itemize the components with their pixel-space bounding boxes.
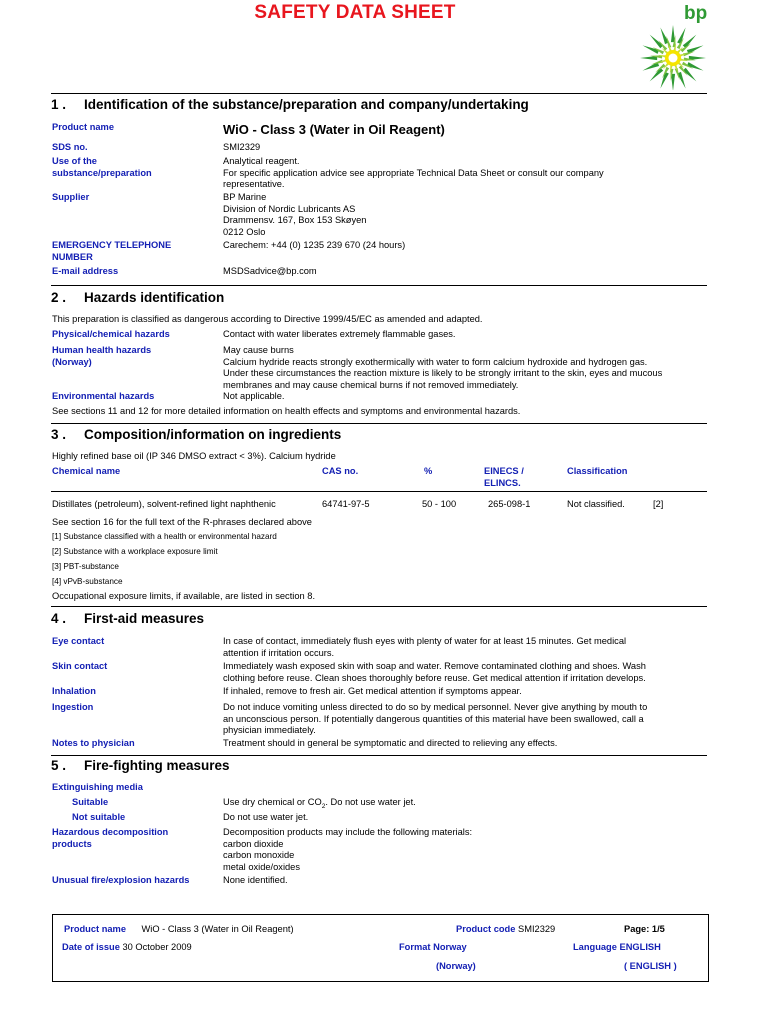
email-value: MSDSadvice@bp.com — [223, 266, 317, 276]
suitable-label: Suitable — [72, 797, 109, 807]
health-hazards-value: May cause burns Calcium hydride reacts strongly exothermically with water to form calcium hydroxide and hydrogen gas. Under these circumstances the reaction mixture is likely to be strongly irritant to the skin, eyes and mucous membranes and may cause chemical burns if not removed immediately. — [223, 345, 663, 390]
eye-contact-value: In case of contact, immediately flush eyes with plenty of water for at least 15 minutes. Get medical attention if irritation occurs. — [223, 636, 627, 658]
section-2-heading: 2 . Hazards identification — [51, 290, 225, 305]
col-chemical-name: Chemical name — [52, 466, 121, 476]
footer-format-sub: (Norway) — [436, 961, 476, 971]
not-suitable-value: Do not use water jet. — [223, 812, 309, 822]
hazardous-decomposition-label: Hazardous decomposition products — [52, 827, 169, 849]
hazards-intro: This preparation is classified as dangerous according to Directive 1999/45/EC as amended and adapted. — [52, 314, 483, 324]
footer-language-sub: ( ENGLISH ) — [624, 961, 677, 971]
physical-hazards-label: Physical/chemical hazards — [52, 329, 170, 339]
ingestion-label: Ingestion — [52, 702, 94, 712]
use-value: Analytical reagent. For specific application advice see appropriate Technical Data Sheet or consult our company representative. — [223, 156, 604, 189]
occupational-exposure-note: Occupational exposure limits, if available, are listed in section 8. — [52, 591, 316, 601]
inhalation-value: If inhaled, remove to fresh air. Get medical attention if symptoms appear. — [223, 686, 522, 696]
sds-number-value: SMI2329 — [223, 142, 261, 152]
row-percent: 50 - 100 — [422, 499, 457, 509]
col-classification: Classification — [567, 466, 628, 476]
product-name-value: WiO - Class 3 (Water in Oil Reagent) — [223, 122, 445, 137]
skin-contact-value: Immediately wash exposed skin with soap and water. Remove contaminated clothing and shoes. Wash clothing before reuse. Clean shoes thoroughly before reuse. Get medical attention if irritation develops. — [223, 661, 646, 683]
row-classification: Not classified. — [567, 499, 625, 509]
footer-page: Page: 1/5 — [624, 924, 665, 934]
footer-product-code: Product code SMI2329 — [456, 924, 556, 934]
col-percent: % — [424, 466, 433, 476]
hazards-see-sections: See sections 11 and 12 for more detailed information on health effects and symptoms and environmental hazards. — [52, 406, 521, 416]
skin-contact-label: Skin contact — [52, 661, 108, 671]
note-2: [2] Substance with a workplace exposure limit — [52, 547, 218, 556]
see-section-16: See section 16 for the full text of the R-phrases declared above — [52, 517, 312, 527]
col-cas-no: CAS no. — [322, 466, 359, 476]
email-label: E-mail address — [52, 266, 119, 276]
note-4: [4] vPvB-substance — [52, 577, 123, 586]
notes-to-physician-value: Treatment should in general be symptomatic and directed to relieving any effects. — [223, 738, 558, 748]
unusual-hazards-value: None identified. — [223, 875, 288, 885]
section-divider — [51, 423, 707, 424]
eye-contact-label: Eye contact — [52, 636, 105, 646]
ingestion-value: Do not induce vomiting unless directed to do so by medical personnel. Never give anything by mouth to an unconscious person. If potentially dangerous quantities of this material have been swallowed, call a physician immediately. — [223, 702, 648, 735]
bp-helios-logo — [636, 2, 710, 90]
environmental-hazards-value: Not applicable. — [223, 391, 285, 401]
footer-format: Format Norway — [399, 942, 467, 952]
footer-product: Product name WiO - Class 3 (Water in Oil Reagent) — [64, 924, 294, 934]
document-title: SAFETY DATA SHEET — [254, 2, 456, 23]
footer-language: Language ENGLISH — [573, 942, 661, 952]
supplier-label: Supplier — [52, 192, 90, 202]
section-4-heading: 4 . First-aid measures — [51, 611, 205, 626]
row-cas-no: 64741-97-5 — [322, 499, 370, 509]
helios-petal — [683, 35, 697, 49]
suitable-value: Use dry chemical or $CO_2$. Do not use water jet. — [223, 797, 416, 810]
row-chemical-name: Distillates (petroleum), solvent-refined light naphthenic — [52, 499, 276, 509]
not-suitable-label: Not suitable — [72, 812, 126, 822]
supplier-value: BP Marine Division of Nordic Lubricants AS Drammensv. 167, Box 153 Skøyen 0212 Oslo — [223, 192, 367, 237]
emergency-phone-label: EMERGENCY TELEPHONE NUMBER — [52, 240, 172, 262]
helios-petal — [683, 68, 697, 82]
section-divider — [51, 606, 707, 607]
composition-intro: Highly refined base oil (IP 346 DMSO extract < 3%). Calcium hydride — [52, 451, 336, 461]
bp-logo-text: bp — [684, 3, 708, 24]
section-3-heading: 3 . Composition/information on ingredients — [51, 427, 342, 442]
row-reference: [2] — [653, 499, 664, 509]
product-name-label: Product name — [52, 122, 114, 132]
section-divider — [51, 93, 707, 94]
section-5-heading: 5 . Fire-fighting measures — [51, 758, 230, 773]
unusual-hazards-label: Unusual fire/explosion hazards — [52, 875, 190, 885]
helios-petal — [650, 35, 664, 49]
environmental-hazards-label: Environmental hazards — [52, 391, 155, 401]
note-3: [3] PBT-substance — [52, 562, 119, 571]
sds-number-label: SDS no. — [52, 142, 88, 152]
notes-to-physician-label: Notes to physician — [52, 738, 135, 748]
emergency-phone-value: Carechem: +44 (0) 1235 239 670 (24 hours) — [223, 240, 406, 250]
section-1-heading: 1 . Identification of the substance/preparation and company/undertaking — [51, 97, 529, 112]
use-label: Use of the substance/preparation — [52, 156, 152, 178]
note-1: [1] Substance classified with a health or environmental hazard — [52, 532, 277, 541]
hazardous-decomposition-value: Decomposition products may include the following materials: carbon dioxide carbon monoxide metal oxide/oxides — [223, 827, 473, 872]
helios-core — [669, 54, 678, 63]
row-einecs: 265-098-1 — [488, 499, 531, 509]
footer-date-of-issue: Date of issue 30 October 2009 — [62, 942, 192, 952]
helios-petal — [650, 68, 664, 82]
health-hazards-label: Human health hazards (Norway) — [52, 345, 152, 367]
extinguishing-media-label: Extinguishing media — [52, 782, 143, 792]
col-einecs: EINECS / ELINCS. — [484, 466, 524, 488]
section-divider — [51, 285, 707, 286]
physical-hazards-value: Contact with water liberates extremely flammable gases. — [223, 329, 456, 339]
inhalation-label: Inhalation — [52, 686, 96, 696]
section-divider — [51, 755, 707, 756]
table-header-rule — [51, 491, 707, 492]
